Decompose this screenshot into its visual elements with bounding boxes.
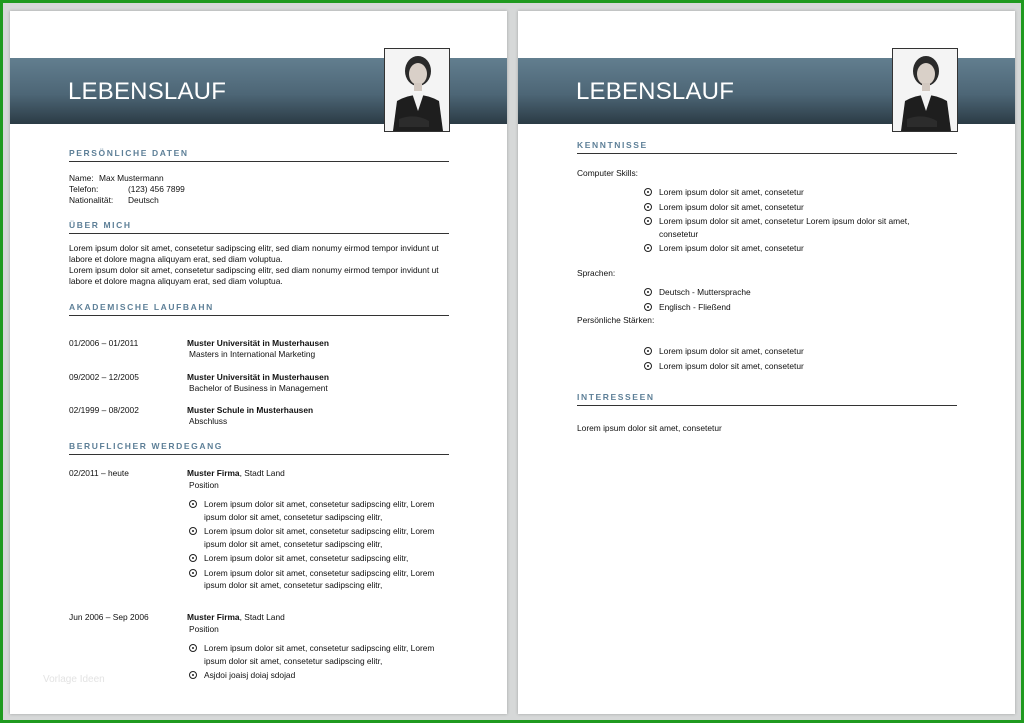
- bullet-icon: [644, 217, 652, 225]
- list-item: [189, 552, 449, 565]
- bullet-text: Lorem ipsum dolor sit amet, consetetur: [659, 187, 804, 197]
- bullet-icon: [644, 362, 652, 370]
- list-item: [644, 301, 944, 314]
- bullet-text: Lorem ipsum dolor sit amet, consetetur sadipscing elitr, Lorem ipsum dolor sit amet, consetetur sadipscing elitr,: [204, 643, 435, 666]
- document-viewer: [3, 3, 1021, 720]
- about-line: labore et dolore magna aliquyam erat, sed diam voluptua.: [69, 254, 283, 264]
- profile-photo: [892, 48, 958, 132]
- bullet-icon: [189, 527, 197, 535]
- academic-school: Muster Schule in Musterhausen: [187, 405, 314, 415]
- languages-label: Sprachen:: [577, 268, 616, 278]
- bullet-icon: [644, 203, 652, 211]
- career-section: [69, 441, 449, 691]
- about-section: [69, 220, 449, 287]
- career-position: Position: [189, 624, 219, 634]
- strengths-list: [644, 345, 944, 374]
- bullet-icon: [189, 569, 197, 577]
- academic-degree: Abschluss: [189, 416, 228, 426]
- section-title: KENNTNISSE: [577, 140, 957, 154]
- interests-section: [577, 392, 957, 434]
- interests-text: Lorem ipsum dolor sit amet, consetetur: [577, 423, 722, 433]
- academic-date: 02/1999 – 08/2002: [69, 405, 139, 415]
- bullet-text: Lorem ipsum dolor sit amet, consetetur: [659, 346, 804, 356]
- person-photo-icon: [893, 49, 957, 131]
- bullet-icon: [644, 188, 652, 196]
- career-location: , Stadt Land: [239, 612, 285, 622]
- section-title: INTERESSEEN: [577, 392, 957, 406]
- bullet-icon: [189, 500, 197, 508]
- computer-skills-list: [644, 186, 944, 257]
- career-date: 02/2011 – heute: [69, 468, 129, 478]
- bullet-text: Lorem ipsum dolor sit amet, consetetur: [659, 243, 804, 253]
- phone-value: (123) 456 7899: [128, 184, 185, 194]
- list-item: [644, 360, 944, 373]
- list-item: [189, 567, 449, 592]
- academic-degree: Masters in International Marketing: [189, 349, 316, 359]
- resume-page-1: [10, 11, 507, 714]
- profile-photo: [384, 48, 450, 132]
- academic-school: Muster Universität in Musterhausen: [187, 338, 329, 348]
- section-title: BERUFLICHER WERDEGANG: [69, 441, 449, 455]
- strengths-label: Persönliche Stärken:: [577, 315, 655, 325]
- bullet-text: Lorem ipsum dolor sit amet, consetetur sadipscing elitr,: [204, 553, 409, 563]
- section-title: PERSÖNLICHE DATEN: [69, 148, 449, 162]
- bullet-icon: [644, 347, 652, 355]
- list-item: [644, 186, 944, 199]
- list-item: [189, 525, 449, 550]
- languages-list: [644, 286, 944, 315]
- bullet-icon: [644, 288, 652, 296]
- bullet-text: Lorem ipsum dolor sit amet, consetetur sadipscing elitr, Lorem ipsum dolor sit amet, consetetur sadipscing elitr,: [204, 499, 435, 522]
- personal-data-section: [69, 148, 449, 213]
- bullet-text: Deutsch - Muttersprache: [659, 287, 751, 297]
- bullet-text: Lorem ipsum dolor sit amet, consetetur Lorem ipsum dolor sit amet, consetetur: [659, 216, 910, 239]
- bullet-text: Lorem ipsum dolor sit amet, consetetur sadipscing elitr, Lorem ipsum dolor sit amet, consetetur sadipscing elitr,: [204, 567, 435, 590]
- phone-label: Telefon:: [69, 184, 99, 194]
- section-title: AKADEMISCHE LAUFBAHN: [69, 302, 449, 316]
- academic-date: 01/2006 – 01/2011: [69, 338, 139, 348]
- bullet-icon: [644, 244, 652, 252]
- about-line: Lorem ipsum dolor sit amet, consetetur sadipscing elitr, sed diam nonumy eirmod tempor invidunt ut: [69, 265, 439, 275]
- career-bullets: [189, 498, 449, 594]
- about-line: labore et dolore magna aliquyam erat, sed diam voluptua.: [69, 276, 283, 286]
- list-item: [644, 201, 944, 214]
- list-item: [189, 669, 449, 682]
- section-title: ÜBER MICH: [69, 220, 449, 234]
- bullet-text: Asjdoi joaisj doiaj sdojad: [204, 670, 296, 680]
- bullet-text: Lorem ipsum dolor sit amet, consetetur: [659, 201, 804, 212]
- list-item: [644, 345, 944, 358]
- career-bullets: [189, 642, 449, 684]
- nationality-value: Deutsch: [128, 195, 159, 205]
- bullet-icon: [189, 554, 197, 562]
- bullet-icon: [644, 303, 652, 311]
- resume-page-2: [518, 11, 1015, 714]
- about-line: Lorem ipsum dolor sit amet, consetetur sadipscing elitr, sed diam nonumy eirmod tempor invidunt ut: [69, 243, 439, 253]
- academic-section: [69, 302, 449, 426]
- nationality-label: Nationalität:: [69, 195, 114, 205]
- academic-degree: Bachelor of Business in Management: [189, 383, 328, 393]
- banner-title: LEBENSLAUF: [68, 78, 227, 105]
- career-location: , Stadt Land: [239, 468, 285, 478]
- career-position: Position: [189, 480, 219, 490]
- bullet-text: Lorem ipsum dolor sit amet, consetetur: [659, 360, 804, 371]
- list-item: [644, 286, 944, 299]
- computer-skills-label: Computer Skills:: [577, 168, 638, 178]
- bullet-icon: [189, 671, 197, 679]
- bullet-text: Lorem ipsum dolor sit amet, consetetur sadipscing elitr, Lorem ipsum dolor sit amet, consetetur sadipscing elitr,: [204, 526, 435, 549]
- bullet-text: Englisch - Fließend: [659, 301, 731, 312]
- list-item: [189, 642, 449, 667]
- bullet-icon: [189, 644, 197, 652]
- list-item: [644, 242, 944, 255]
- name-label: Name:: [69, 173, 94, 183]
- career-company-line: [187, 612, 285, 623]
- career-company-line: [187, 468, 285, 479]
- list-item: [644, 215, 944, 240]
- career-date: Jun 2006 – Sep 2006: [69, 612, 149, 622]
- skills-section: [577, 140, 957, 370]
- watermark: Vorlage Ideen: [43, 674, 105, 685]
- academic-school: Muster Universität in Musterhausen: [187, 372, 329, 382]
- career-company: Muster Firma: [187, 612, 240, 622]
- name-value: Max Mustermann: [99, 173, 164, 183]
- person-photo-icon: [385, 49, 449, 131]
- career-company: Muster Firma: [187, 468, 240, 478]
- list-item: [189, 498, 449, 523]
- academic-date: 09/2002 – 12/2005: [69, 372, 139, 382]
- banner-title: LEBENSLAUF: [576, 78, 735, 105]
